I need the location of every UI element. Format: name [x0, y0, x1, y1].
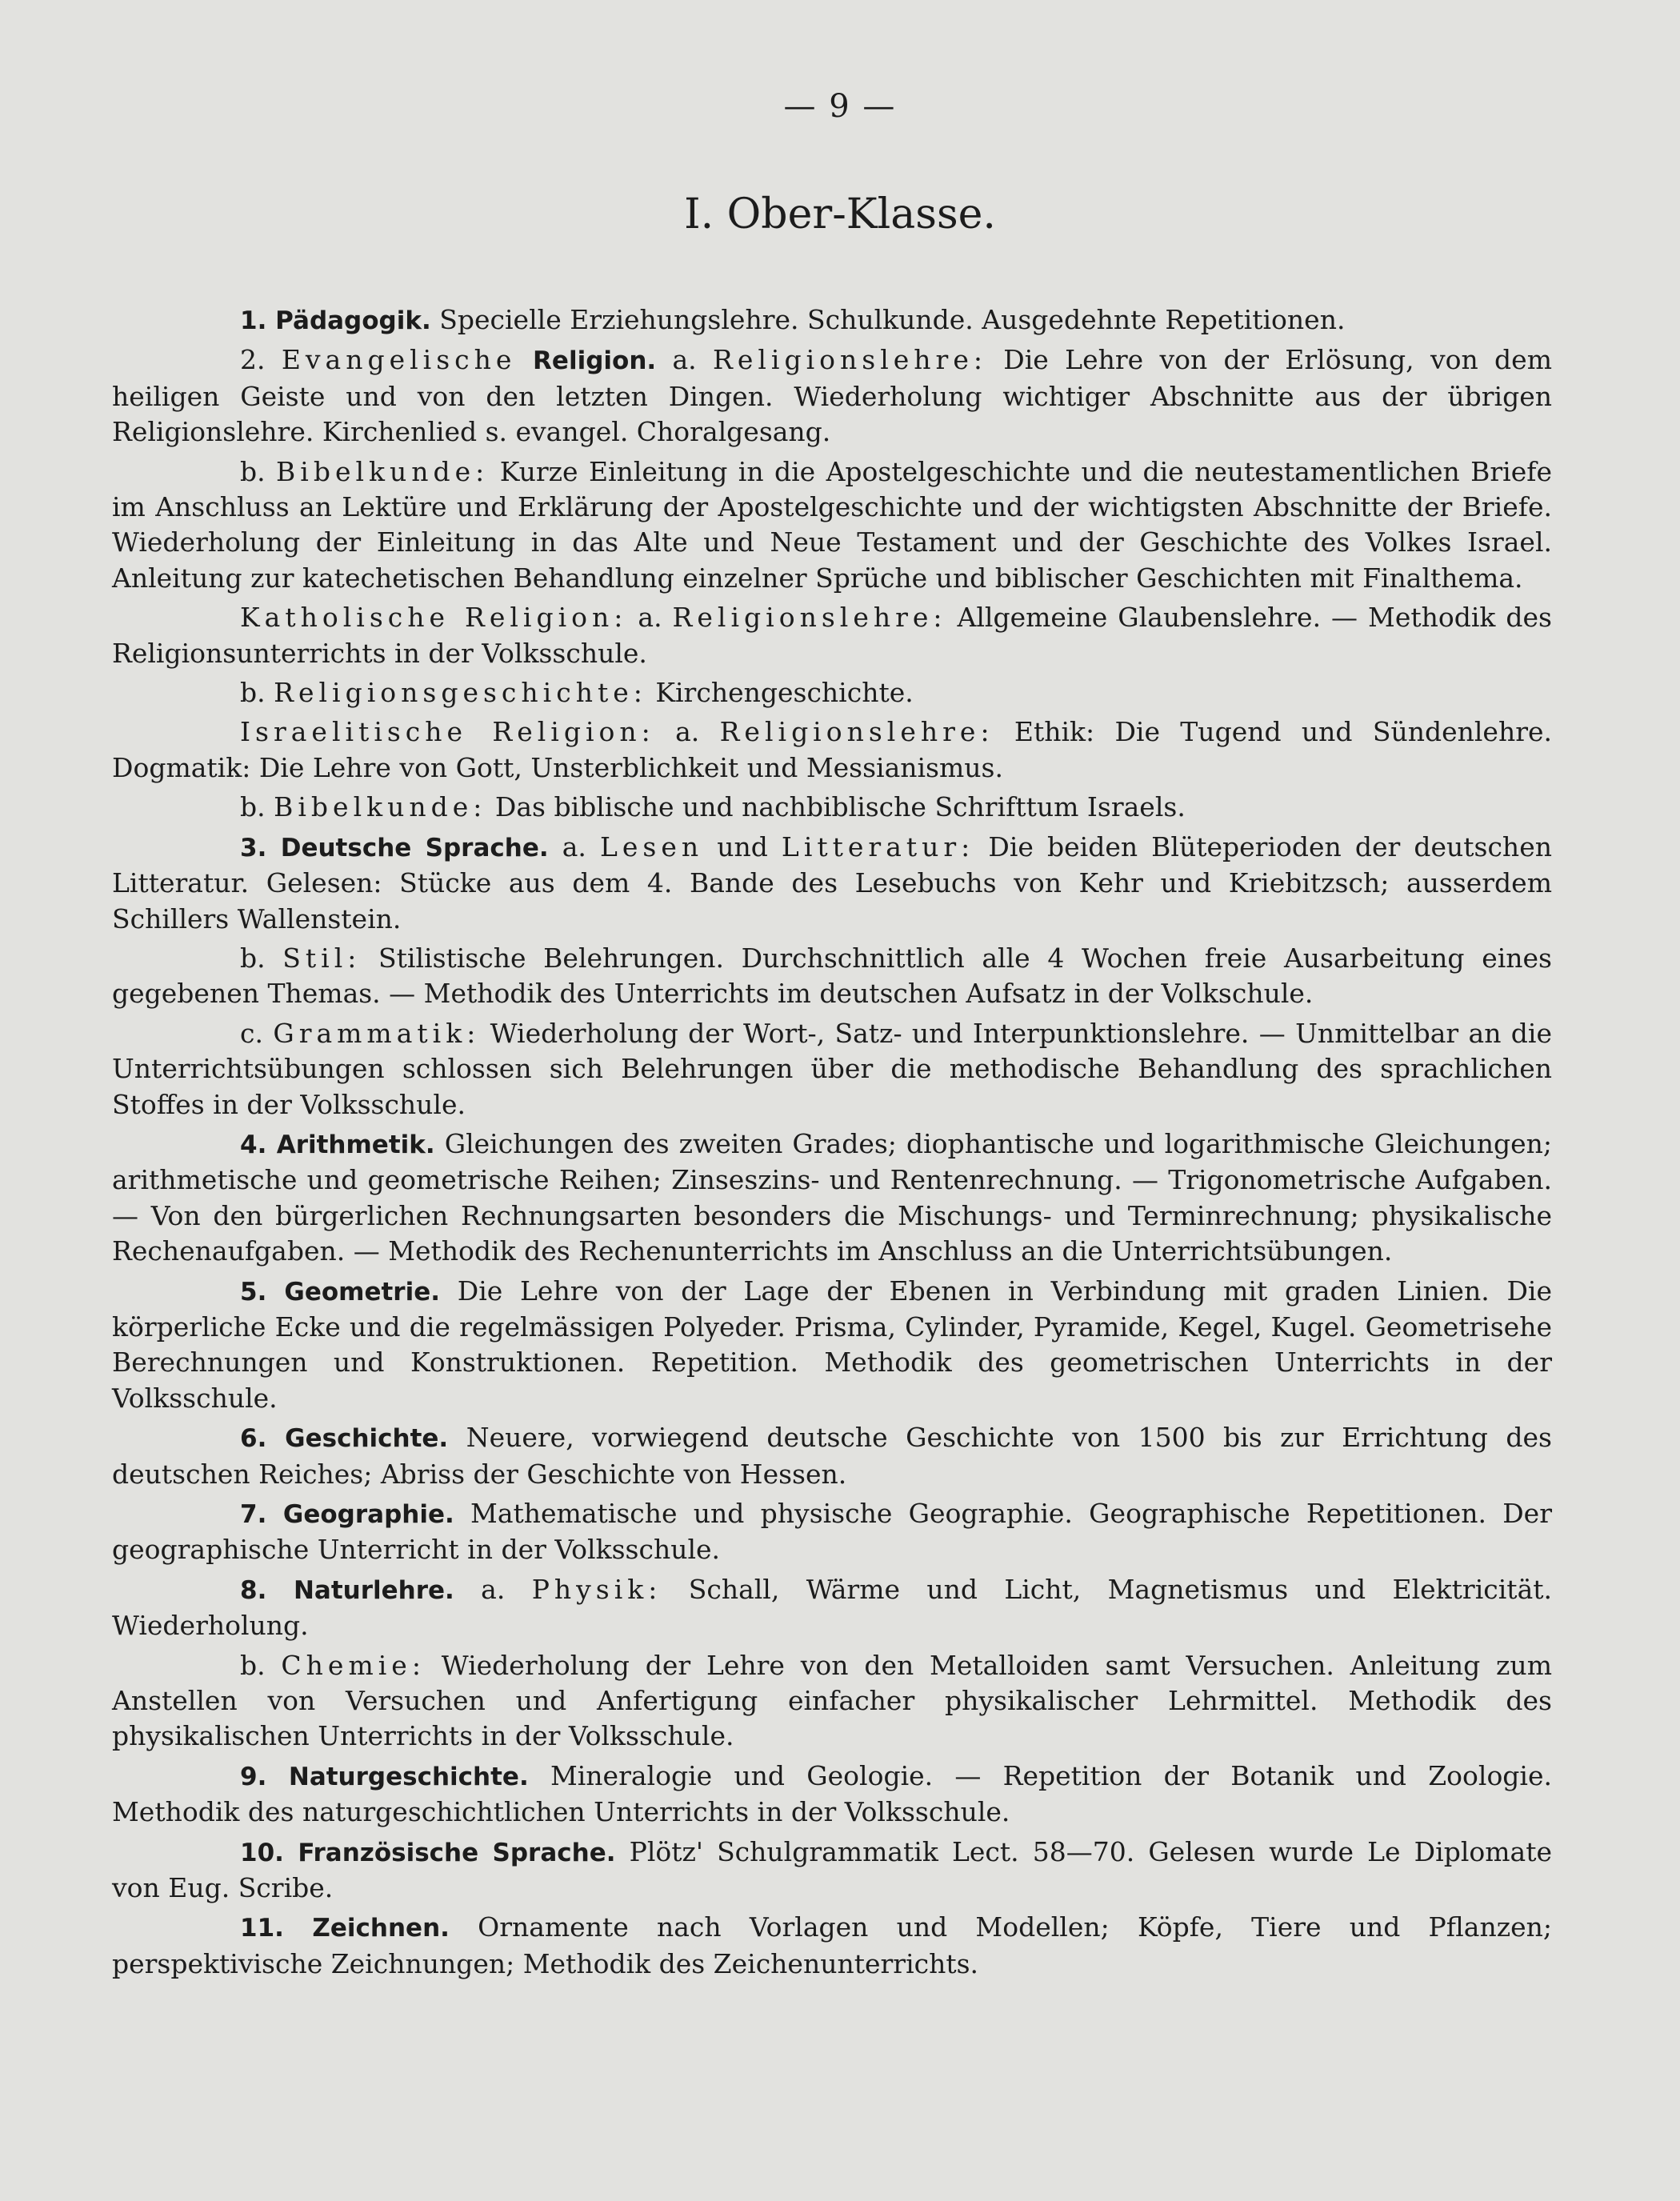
spaced-term: Evangelische	[281, 344, 517, 376]
paragraph	[112, 1496, 1552, 1568]
paragraph-text: b.	[240, 1649, 282, 1681]
paragraph	[112, 830, 1552, 937]
paragraph-text: Das biblische und nachbiblische Schrifttum Israels.	[486, 791, 1186, 823]
paragraph-text: a.	[656, 344, 713, 376]
paragraph	[112, 600, 1552, 671]
spaced-term: Israelitische Religion:	[240, 716, 655, 748]
spaced-term: Religionslehre:	[712, 344, 987, 376]
paragraph-text: und	[703, 830, 782, 862]
section-heading: 1. Pädagogik.	[240, 306, 431, 335]
paragraph	[112, 790, 1552, 825]
document-body	[112, 302, 1552, 1986]
page-number: — 9 —	[783, 88, 897, 125]
paragraph-text: Gleichungen des zweiten Grades; diophantische und logarithmische Gleichungen; arithmetische und geometrische Reihen; Zinseszins- und Rentenrechnung. — Trigonometrische Aufgaben. — Von den bürgerlichen Rechnungsarten besonders die Mischungs- und Terminrechnung; physikalische Rechenaufgaben. — Methodik des Rechenunterrichts im Anschluss an die Unterrichtsübungen.	[112, 1127, 1552, 1267]
section-heading: 8. Naturlehre.	[240, 1575, 454, 1605]
paragraph-text: c.	[240, 1017, 274, 1049]
paragraph-text: Stilistische Belehrungen. Durchschnittlich alle 4 Wochen freie Ausarbeitung eines gegebenen Themas. — Methodik des Unterrichts im deutschen Aufsatz in der Volkschule.	[112, 942, 1552, 1010]
paragraph	[112, 1420, 1552, 1492]
paragraph-text: Schall, Wärme und Licht, Magnetismus und Elektricität. Wiederholung.	[112, 1573, 1552, 1642]
spaced-term: Religionsgeschichte:	[274, 677, 647, 709]
paragraph	[112, 1759, 1552, 1831]
paragraph-text: Specielle Erziehungslehre. Schulkunde. Ausgedehnte Repetitionen.	[430, 304, 1346, 335]
section-heading: 7. Geographie.	[240, 1500, 454, 1529]
section-heading: 9. Naturgeschichte.	[240, 1762, 529, 1791]
paragraph-text: Neuere, vorwiegend deutsche Geschichte von 1500 bis zur Errichtung des deutschen Reiches; Abriss der Geschichte von Hessen.	[112, 1422, 1552, 1490]
paragraph-text: Plötz' Schulgrammatik Lect. 58—70. Gelesen wurde Le Diplomate von Eug. Scribe.	[112, 1835, 1553, 1904]
paragraph-text: a.	[454, 1573, 532, 1605]
page-title: I. Ober-Klasse.	[684, 190, 996, 238]
paragraph-text: a.	[627, 602, 673, 634]
paragraph	[112, 1835, 1552, 1907]
paragraph-text: Wiederholung der Lehre von den Metalloiden samt Versuchen. Anleitung zum Anstellen von Versuchen und Anfertigung einfacher physikalischer Lehrmittel. Methodik des physikalischen Unterrichts in der Volksschule.	[112, 1649, 1552, 1752]
paragraph-text: Allgemeine Glaubenslehre. — Methodik des Religionsunterrichts in der Volksschule.	[112, 602, 1552, 669]
paragraph	[112, 1016, 1552, 1123]
spaced-term: Litteratur:	[781, 830, 975, 862]
paragraph	[112, 302, 1552, 338]
paragraph-text: Die beiden Blüteperioden der deutschen Litteratur. Gelesen: Stücke aus dem 4. Bande des Lesebuchs von Kehr und Kriebitzsch; ausserdem Schillers Wallenstein.	[112, 830, 1552, 934]
paragraph-text: b.	[240, 791, 274, 823]
paragraph	[112, 1274, 1552, 1417]
paragraph	[112, 454, 1552, 597]
section-heading: Religion.	[516, 346, 657, 376]
paragraph-text: 2.	[240, 344, 282, 376]
paragraph-text: a.	[548, 830, 600, 862]
paragraph	[112, 675, 1552, 710]
paragraph	[112, 1572, 1552, 1644]
spaced-term: Katholische Religion:	[240, 602, 628, 634]
spaced-term: Religionslehre:	[672, 602, 947, 634]
paragraph-text: Mathematische und physische Geographie. Geographische Repetitionen. Der geographische Unterricht in der Volksschule.	[112, 1498, 1552, 1566]
spaced-term: Grammatik:	[273, 1017, 481, 1049]
paragraph	[112, 714, 1552, 786]
section-heading: 6. Geschichte.	[240, 1424, 449, 1454]
paragraph-text: Kirchengeschichte.	[646, 677, 914, 709]
paragraph-text: b.	[240, 455, 277, 487]
section-heading: 10. Französische Sprache.	[240, 1838, 616, 1867]
spaced-term: Lesen	[599, 830, 704, 862]
paragraph-text: b.	[240, 942, 283, 974]
paragraph-text: Wiederholung der Wort-, Satz- und Interpunktionslehre. — Unmittelbar an die Unterrichtsübungen schlossen sich Belehrungen über die methodische Behandlung des sprachlichen Stoffes in der Volksschule.	[112, 1017, 1552, 1120]
paragraph	[112, 1910, 1552, 1982]
paragraph	[112, 1127, 1552, 1270]
paragraph-text: a.	[654, 716, 720, 748]
paragraph-text: Die Lehre von der Erlösung, von dem heiligen Geiste und von den letzten Dingen. Wiederholung wichtiger Abschnitte aus der übrigen Religionslehre. Kirchenlied s. evangel. Choralgesang.	[112, 344, 1552, 448]
spaced-term: Religionslehre:	[719, 716, 994, 748]
paragraph-text: Mineralogie und Geologie. — Repetition der Botanik und Zoologie. Methodik des naturgeschichtlichen Unterrichts in der Volksschule.	[112, 1759, 1553, 1828]
paragraph	[112, 342, 1552, 450]
paragraph-text: Ornamente nach Vorlagen und Modellen; Köpfe, Tiere und Pflanzen; perspektivische Zeichnungen; Methodik des Zeichenunterrichts.	[112, 1911, 1552, 1979]
section-heading: 3. Deutsche Sprache.	[240, 833, 549, 862]
paragraph-text: b.	[240, 677, 274, 709]
spaced-term: Chemie:	[281, 1649, 426, 1681]
paragraph	[112, 941, 1552, 1012]
paragraph-text: Kurze Einleitung in die Apostelgeschichte und die neutestamentlichen Briefe im Anschluss an Lektüre und Erklärung der Apostelgeschichte und der wichtigsten Abschnitte der Briefe. Wiederholung der Einleitung in das Alte und Neue Testament und der Geschichte des Volkes Israel. Anleitung zur katechetischen Behandlung einzelner Sprüche und biblischer Geschichten mit Finalthema.	[112, 455, 1552, 594]
section-heading: 5. Geometrie.	[240, 1277, 441, 1307]
spaced-term: Bibelkunde:	[274, 791, 487, 823]
spaced-term: Bibelkunde:	[276, 455, 490, 487]
paragraph-text: Die Lehre von der Lage der Ebenen in Verbindung mit graden Linien. Die körperliche Ecke und die regelmässigen Polyeder. Prisma, Cylinder, Pyramide, Kegel, Kugel. Geometrisehe Berechnungen und Konstruktionen. Repetition. Methodik des geometrischen Unterrichts in der Volksschule.	[112, 1275, 1552, 1414]
section-heading: 11. Zeichnen.	[240, 1914, 450, 1943]
section-heading: 4. Arithmetik.	[240, 1130, 435, 1159]
paragraph	[112, 1648, 1552, 1755]
spaced-term: Physik:	[531, 1573, 662, 1605]
spaced-term: Stil:	[282, 942, 362, 974]
paragraph-text: Ethik: Die Tugend und Sündenlehre. Dogmatik: Die Lehre von Gott, Unsterblichkeit und Messianismus.	[112, 716, 1552, 783]
